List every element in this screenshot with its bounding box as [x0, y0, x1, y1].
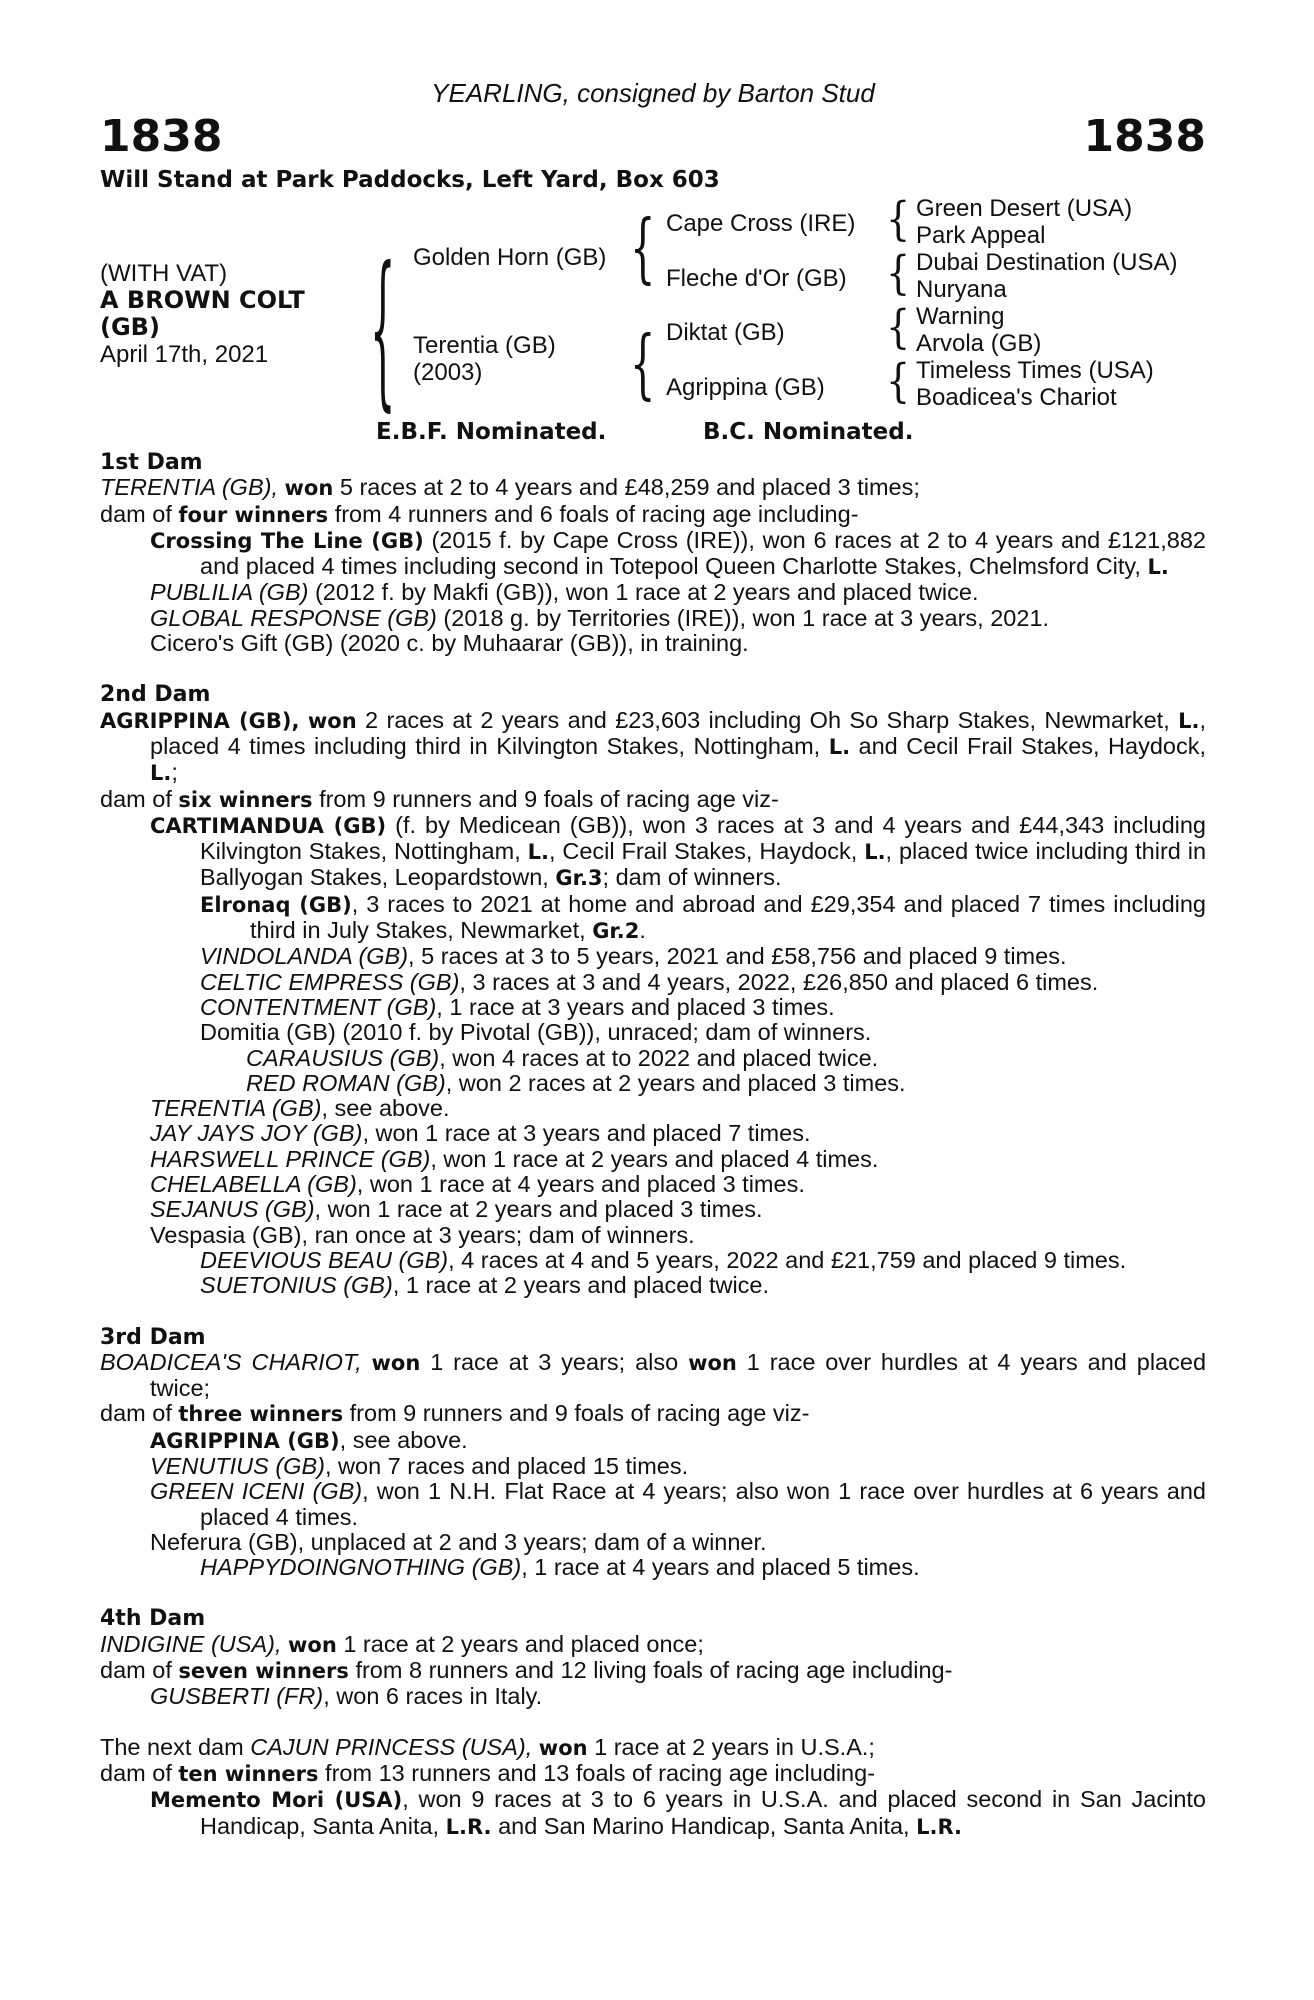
foaling-date: April 17th, 2021 — [100, 341, 269, 368]
third-dam-heading: 3rd Dam — [100, 1324, 206, 1350]
fourth-dam-record: INDIGINE (USA), won 1 race at 2 years and placed once; — [100, 1630, 704, 1657]
produce-entry: Memento Mori (USA), won 9 races at 3 to 6 years in U.S.A. and placed second in San Jacinto Handicap, Santa Anita, L.R. and San Marino Handicap, Santa Anita, L.R. — [150, 1786, 1207, 1839]
sire-of-sire: Cape Cross (IRE) — [666, 210, 856, 237]
produce-entry: PUBLILIA (GB) (2012 f. by Makfi (GB)), won 1 race at 2 years and placed twice. — [150, 579, 979, 606]
produce-entry: VINDOLANDA (GB), 5 races at 3 to 5 years, 2021 and £58,756 and placed 9 times. — [200, 943, 1067, 970]
bc-nominated: B.C. Nominated. — [703, 419, 914, 445]
produce-entry: Crossing The Line (GB) (2015 f. by Cape Cross (IRE)), won 6 races at 2 to 4 years and £121,882 and placed 4 times including second in Totepool Queen Charlotte Stakes, Chelmsford City, L. — [150, 526, 1206, 580]
produce-entry: JAY JAYS JOY (GB), won 1 race at 3 years and placed 7 times. — [150, 1120, 811, 1147]
produce-entry: Elronaq (GB), 3 races to 2021 at home and abroad and £29,354 and placed 7 times including third in July Stakes, Newmarket, Gr.2. — [200, 890, 1206, 944]
first-dam-produce: dam of four winners from 4 runners and 6 foals of racing age including- — [100, 500, 859, 527]
ancestor-dss: Warning — [916, 303, 1005, 330]
produce-entry: AGRIPPINA (GB), see above. — [150, 1426, 468, 1453]
second-dam-record: AGRIPPINA (GB), won 2 races at 2 years and £23,603 including Oh So Sharp Stakes, Newmarket, L., placed 4 times including third in Kilvington Stakes, Nottingham, L. and Cecil Frail Stakes, Haydock, L.; — [100, 706, 1207, 786]
produce-entry: Neferura (GB), unplaced at 2 and 3 years; dam of a winner. — [150, 1528, 767, 1555]
dam-name: Terentia (GB) — [413, 332, 556, 359]
produce-entry: HAPPYDOINGNOTHING (GB), 1 race at 4 years and placed 5 times. — [200, 1554, 920, 1581]
pedigree-bracket: { — [886, 246, 911, 300]
fourth-dam-produce: dam of seven winners from 8 runners and 12 living foals of racing age including- — [100, 1657, 953, 1684]
produce-entry: RED ROMAN (GB), won 2 races at 2 years and placed 3 times. — [246, 1069, 906, 1096]
ancestor-dsd: Arvola (GB) — [916, 330, 1042, 357]
consignor-line: YEARLING, consigned by Barton Stud — [431, 78, 875, 108]
nominations — [100, 419, 1206, 449]
ebf-nominated: E.B.F. Nominated. — [376, 419, 607, 445]
pedigree-bracket: { — [886, 300, 911, 354]
lot-number-row — [100, 111, 1206, 163]
second-dam-heading: 2nd Dam — [100, 682, 211, 708]
produce-entry: CARAUSIUS (GB), won 4 races at to 2022 and placed twice. — [246, 1044, 879, 1071]
ancestor-sds: Dubai Destination (USA) — [916, 249, 1178, 276]
lot-number-right: 1838 — [1083, 111, 1206, 162]
produce-entry: SUETONIUS (GB), 1 race at 2 years and placed twice. — [200, 1272, 770, 1299]
next-dam-record: The next dam CAJUN PRINCESS (USA), won 1 race at 2 years in U.S.A.; — [100, 1733, 875, 1760]
ancestor-sdd: Nuryana — [916, 276, 1007, 303]
sire-name: Golden Horn (GB) — [413, 244, 607, 271]
produce-entry: CARTIMANDUA (GB) (f. by Medicean (GB)), won 3 races at 3 and 4 years and £44,343 including Kilvington Stakes, Nottingham, L., Cecil Frail Stakes, Haydock, L., placed twice including third in Ballyogan Stakes, Leopardstown, Gr.3; dam of winners. — [150, 811, 1207, 891]
pedigree-bracket: { — [886, 192, 911, 246]
produce-entry: VENUTIUS (GB), won 7 races and placed 15 times. — [150, 1452, 689, 1479]
vat-note: (WITH VAT) — [100, 260, 228, 287]
ancestor-sss: Green Desert (USA) — [916, 195, 1133, 222]
pedigree-table — [100, 192, 1206, 429]
produce-entry: TERENTIA (GB), see above. — [150, 1095, 450, 1122]
horse-description-country: (GB) — [100, 313, 160, 341]
dam-year: (2003) — [413, 359, 483, 386]
produce-entry: Vespasia (GB), ran once at 3 years; dam of winners. — [150, 1221, 695, 1248]
pedigree-bracket: { — [630, 321, 656, 409]
third-dam-produce: dam of three winners from 9 runners and 9 foals of racing age viz- — [100, 1400, 810, 1427]
dam-of-sire: Fleche d'Or (GB) — [666, 265, 847, 292]
first-dam-heading: 1st Dam — [100, 450, 203, 475]
ancestor-dds: Timeless Times (USA) — [916, 357, 1154, 384]
produce-entry: SEJANUS (GB), won 1 race at 2 years and placed 3 times. — [150, 1196, 763, 1223]
fourth-dam-heading: 4th Dam — [100, 1606, 206, 1632]
catalogue-page — [100, 78, 1206, 1840]
produce-entry: GUSBERTI (FR), won 6 races in Italy. — [150, 1683, 543, 1710]
stand-location: Will Stand at Park Paddocks, Left Yard, Box 603 — [100, 167, 720, 193]
pedigree-bracket: { — [886, 354, 911, 408]
horse-description: A BROWN COLT — [100, 286, 305, 314]
pedigree-bracket: { — [370, 235, 396, 429]
lot-number-left: 1838 — [100, 111, 223, 162]
produce-entry: GREEN ICENI (GB), won 1 N.H. Flat Race at 4 years; also won 1 race over hurdles at 6 years and placed 4 times. — [150, 1478, 1206, 1530]
pedigree-bracket: { — [630, 205, 656, 293]
produce-entry: CONTENTMENT (GB), 1 race at 3 years and placed 3 times. — [200, 993, 835, 1020]
produce-entry: CHELABELLA (GB), won 1 race at 4 years and placed 3 times. — [150, 1171, 805, 1198]
ancestor-ssd: Park Appeal — [916, 222, 1046, 249]
produce-entry: CELTIC EMPRESS (GB), 3 races at 3 and 4 years, 2022, £26,850 and placed 6 times. — [200, 968, 1099, 995]
produce-entry: Domitia (GB) (2010 f. by Pivotal (GB)), unraced; dam of winners. — [200, 1019, 872, 1046]
produce-entry: GLOBAL RESPONSE (GB) (2018 g. by Territories (IRE)), won 1 race at 3 years, 2021. — [150, 604, 1050, 631]
first-dam-record: TERENTIA (GB), won 5 races at 2 to 4 years and £48,259 and placed 3 times; — [100, 474, 920, 501]
produce-entry: HARSWELL PRINCE (GB), won 1 race at 2 years and placed 4 times. — [150, 1145, 879, 1172]
second-dam-produce: dam of six winners from 9 runners and 9 foals of racing age viz- — [100, 785, 779, 812]
next-dam-produce: dam of ten winners from 13 runners and 13 foals of racing age including- — [100, 1759, 876, 1786]
produce-entry: DEEVIOUS BEAU (GB), 4 races at 4 and 5 years, 2022 and £21,759 and placed 9 times. — [200, 1246, 1127, 1273]
dam-of-dam: Agrippina (GB) — [666, 374, 825, 401]
ancestor-ddd: Boadicea's Chariot — [916, 384, 1117, 411]
third-dam-record: BOADICEA'S CHARIOT, won 1 race at 3 years; also won 1 race over hurdles at 4 years and placed twice; — [100, 1348, 1207, 1402]
produce-entry: Cicero's Gift (GB) (2020 c. by Muhaarar (GB)), in training. — [150, 630, 749, 657]
produce-record — [100, 449, 1206, 1840]
sire-of-dam: Diktat (GB) — [666, 319, 785, 346]
